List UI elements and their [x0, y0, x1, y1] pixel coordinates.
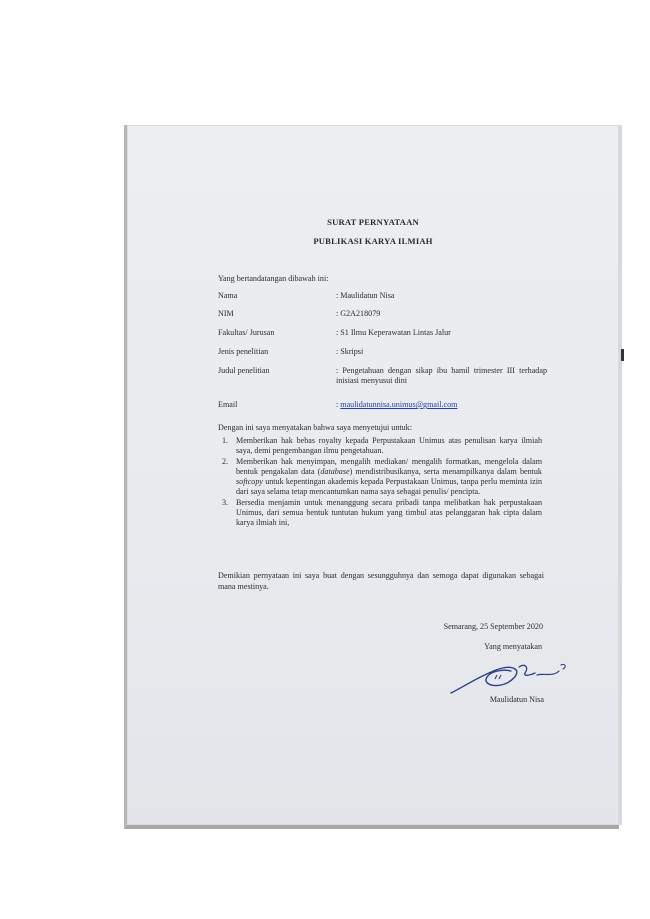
list-text-emphasis: softcopy	[236, 477, 263, 487]
edge-mark	[621, 349, 624, 361]
letter-subtitle: PUBLIKASI KARYA ILMIAH	[313, 236, 433, 246]
field-value: : Pengetahuan dengan sikap ibu hamil trimester III terhadap inisiasi menyusui dini	[336, 366, 547, 385]
list-text: Bersedia menjamin untuk menanggung secara pribadi tanpa melibatkan hak perpustakaan Unimus, dari semua bentuk tuntutan hukum yang timbul atas pelanggaran hak cipta dalam karya ilmiah ini,	[236, 497, 542, 528]
list-item	[222, 498, 542, 529]
agreement-list	[222, 436, 542, 529]
field-label: Jenis penelitian	[218, 347, 269, 356]
field-label: Fakultas/ Jurusan	[218, 328, 275, 337]
field-label: Email	[218, 400, 238, 409]
field-value: : S1 Ilmu Keperawatan Lintas Jalur	[336, 328, 451, 337]
list-text-part: Memberikan hak menyimpan, mengalih mediakan/ mengalih formatkan, mengelola dalam bentuk pengakalan data (	[236, 456, 542, 476]
field-label: Nama	[218, 291, 238, 300]
field-value: : G2A218079	[336, 309, 381, 318]
field-value	[336, 400, 547, 410]
letter-title: SURAT PERNYATAAN	[327, 217, 419, 227]
list-number: 3.	[222, 497, 229, 507]
email-prefix: :	[336, 400, 341, 409]
agreement-intro: Dengan ini saya menyatakan bahwa saya menyetujui untuk:	[218, 423, 412, 432]
list-text-emphasis: database	[320, 466, 350, 476]
intro-text: Yang bertandatangan dibawah ini:	[218, 274, 329, 283]
signer-name: Maulidatun Nisa	[489, 695, 544, 704]
list-text	[236, 457, 542, 497]
list-number: 2.	[222, 456, 229, 466]
document-photo	[124, 125, 619, 829]
list-number: 1.	[222, 436, 229, 445]
statement-letter	[127, 125, 619, 825]
place-date: Semarang, 25 September 2020	[443, 622, 543, 631]
list-text: Memberikan hak bebas royalty kepada Perpustakaan Unimus atas penulisan karya ilmiah saya, demi pengembangan ilmu pengetahuan.	[236, 436, 542, 456]
list-item	[222, 436, 542, 457]
field-label: NIM	[218, 309, 234, 318]
list-text-part: untuk kepentingan akademis kepada Perpustakaan Unimus, tanpa perlu meminta izin dari saya selama tetap mencantumkan nama saya sebagai penulis/ pencipta.	[236, 477, 542, 497]
signature	[449, 653, 569, 701]
closing-text: Demikian pernyataan ini saya buat dengan sesungguhnya dan semoga dapat digunakan sebagai mana mestinya.	[218, 571, 544, 591]
list-text-part: ) mendistribusikanya, serta menampilkanya dalam bentuk	[349, 466, 542, 476]
paper-edge	[619, 125, 622, 825]
field-value: : Maulidatun Nisa	[336, 291, 395, 300]
signer-label: Yang menyatakan	[484, 642, 542, 651]
field-value: : Skripsi	[336, 347, 364, 356]
list-item	[222, 457, 542, 498]
field-label: Judul penelitian	[218, 366, 270, 375]
email-link[interactable]: maulidatunnisa.unimus@gmail.com	[340, 400, 458, 409]
